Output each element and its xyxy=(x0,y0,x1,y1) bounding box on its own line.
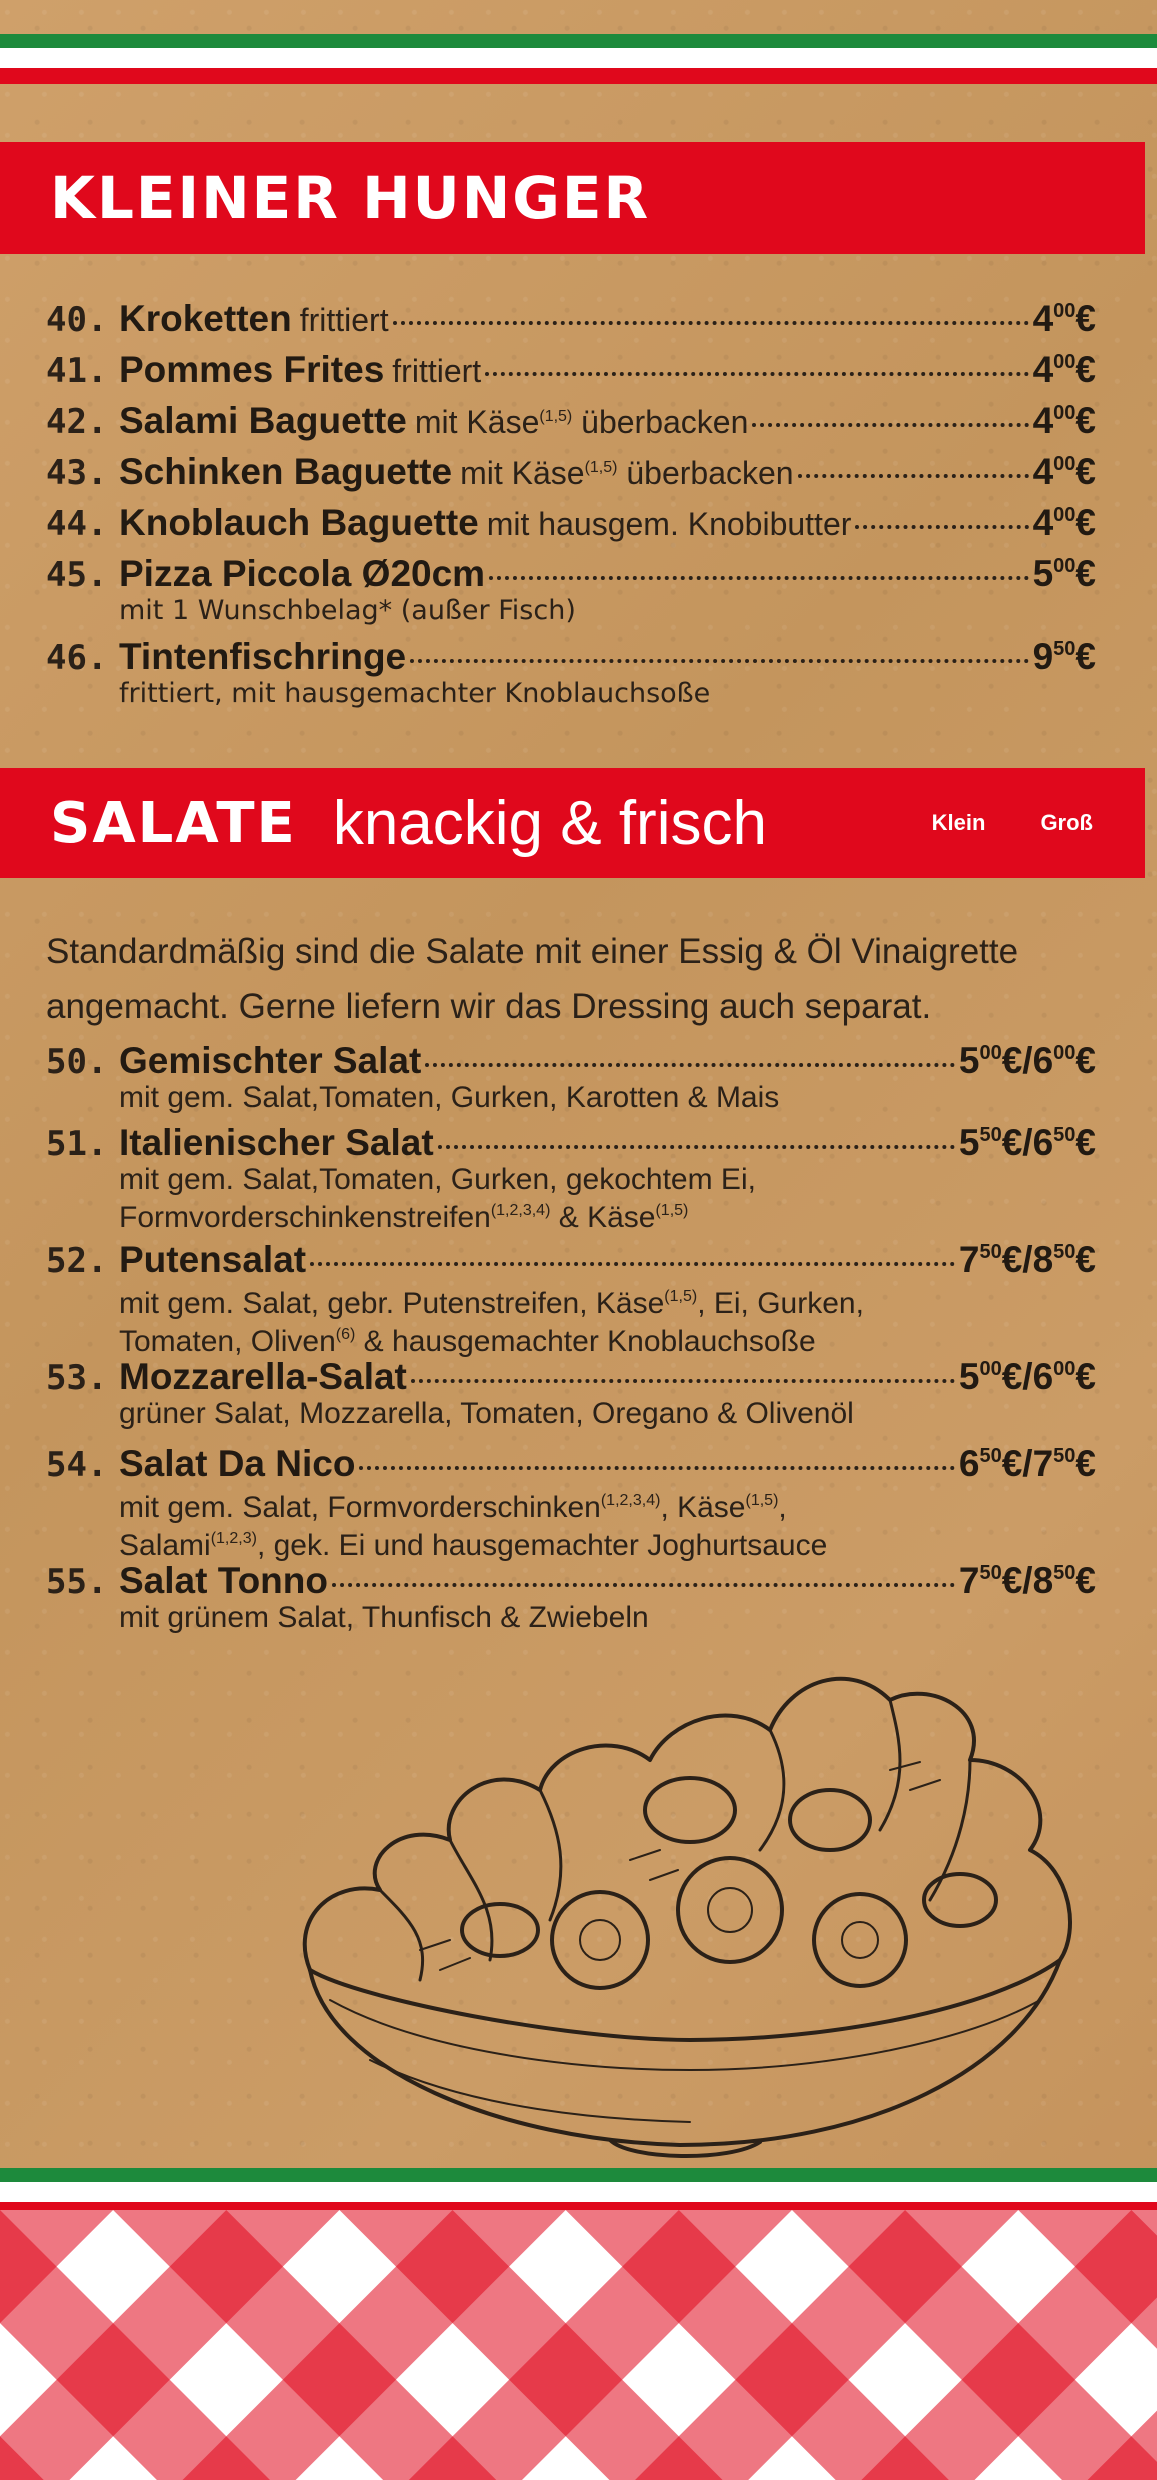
menu-item xyxy=(46,349,1096,400)
item-description: Tomaten, Oliven$^{(6)}$ & hausgemachter Knoblauchsoße xyxy=(119,1325,816,1358)
item-price: $4^{00}€$ xyxy=(1032,349,1096,390)
section-header-kleiner-hunger xyxy=(0,142,1145,254)
item-number: 52. xyxy=(46,1241,108,1281)
italian-flag-stripes-top xyxy=(0,0,1157,90)
item-number: 54. xyxy=(46,1445,108,1485)
item-description: Formvorderschinkenstreifen$^{(1,2,3,4)}$ & Käse$^{(1,5)}$ xyxy=(119,1201,689,1234)
item-number: 46. xyxy=(46,638,108,678)
item-description: mit Käse$^{(1,5)}$ überbacken xyxy=(414,404,749,440)
item-description: mit 1 Wunschbelag* (außer Fisch) xyxy=(119,595,576,626)
item-price: $5^{00}€$ xyxy=(1032,553,1096,594)
menu-item xyxy=(46,1560,1096,1642)
item-name: Pizza Piccola Ø20cm xyxy=(119,553,486,594)
item-description: mit gem. Salat,Tomaten, Gurken, gekochtem Ei, xyxy=(119,1163,756,1196)
item-number: 40. xyxy=(46,300,108,340)
item-name: Kroketten xyxy=(119,298,292,339)
item-description: grüner Salat, Mozzarella, Tomaten, Oregano & Olivenöl xyxy=(119,1397,854,1430)
item-price: $5^{00}€/6^{00}€$ xyxy=(958,1356,1096,1397)
leader-dots xyxy=(411,1379,955,1383)
menu-item xyxy=(46,636,1096,719)
item-price: $6^{50}€/7^{50}€$ xyxy=(958,1443,1096,1484)
leader-dots xyxy=(359,1466,954,1470)
item-price: $5^{50}€/6^{50}€$ xyxy=(958,1122,1096,1163)
leader-dots xyxy=(438,1145,955,1149)
section-header-salate xyxy=(0,768,1145,878)
item-name: Italienischer Salat xyxy=(119,1122,434,1163)
menu-item xyxy=(46,553,1096,636)
item-name: Salat Tonno xyxy=(119,1560,328,1601)
item-number: 44. xyxy=(46,504,108,544)
item-price: $4^{00}€$ xyxy=(1032,451,1096,492)
salate-intro xyxy=(46,924,1106,1034)
leader-dots xyxy=(855,525,1028,529)
kleiner-hunger-list xyxy=(46,298,1096,719)
menu-item xyxy=(46,298,1096,349)
item-description: mit gem. Salat, gebr. Putenstreifen, Käse$^{(1,5)}$, Ei, Gurken, xyxy=(119,1287,864,1320)
item-number: 53. xyxy=(46,1358,108,1398)
menu-item xyxy=(46,1443,1096,1560)
checkered-tablecloth xyxy=(0,2210,1157,2480)
item-price: $4^{00}€$ xyxy=(1032,400,1096,441)
menu-item xyxy=(46,1239,1096,1356)
leader-dots xyxy=(485,372,1028,376)
leader-dots xyxy=(798,474,1029,478)
italian-flag-stripes-bottom xyxy=(0,2168,1157,2216)
menu-item xyxy=(46,451,1096,502)
item-number: 45. xyxy=(46,555,108,595)
item-price: $5^{00}€/6^{00}€$ xyxy=(958,1040,1096,1081)
leader-dots xyxy=(752,423,1028,427)
intro-line: Standardmäßig sind die Salate mit einer Essig & Öl Vinaigrette xyxy=(46,932,1019,971)
menu-item xyxy=(46,502,1096,553)
item-name: Knoblauch Baguette xyxy=(119,502,479,543)
section-title: SALATE xyxy=(50,790,297,856)
item-description: frittiert xyxy=(299,302,389,338)
item-name: Salat Da Nico xyxy=(119,1443,356,1484)
leader-dots xyxy=(425,1063,955,1067)
size-large-label: Groß xyxy=(1040,810,1093,835)
item-number: 42. xyxy=(46,402,108,442)
item-number: 43. xyxy=(46,453,108,493)
item-name: Tintenfischringe xyxy=(119,636,407,677)
item-name: Mozzarella-Salat xyxy=(119,1356,407,1397)
item-number: 41. xyxy=(46,351,108,391)
item-price: $7^{50}€/8^{50}€$ xyxy=(958,1239,1096,1280)
item-description: mit hausgem. Knobibutter xyxy=(486,506,852,542)
salad-bowl-illustration xyxy=(270,1640,1100,2180)
menu-item xyxy=(46,1356,1096,1443)
section-subtitle: knackig & frisch xyxy=(332,788,767,858)
leader-dots xyxy=(393,321,1029,325)
item-description: mit Käse$^{(1,5)}$ überbacken xyxy=(460,455,794,491)
item-price: $4^{00}€$ xyxy=(1032,502,1096,543)
leader-dots xyxy=(489,576,1029,580)
leader-dots xyxy=(332,1583,955,1587)
menu-item xyxy=(46,400,1096,451)
intro-line: angemacht. Gerne liefern wir das Dressing auch separat. xyxy=(46,987,932,1026)
salate-list xyxy=(46,1040,1096,1642)
leader-dots xyxy=(410,659,1028,663)
item-description: mit gem. Salat,Tomaten, Gurken, Karotten & Mais xyxy=(119,1081,780,1114)
item-description: mit grünem Salat, Thunfisch & Zwiebeln xyxy=(119,1601,649,1634)
item-name: Pommes Frites xyxy=(119,349,385,390)
item-name: Putensalat xyxy=(119,1239,307,1280)
item-price: $4^{00}€$ xyxy=(1032,298,1096,339)
size-small-label: Klein xyxy=(931,810,986,835)
menu-item xyxy=(46,1122,1096,1239)
item-number: 55. xyxy=(46,1562,108,1602)
leader-dots xyxy=(310,1262,955,1266)
item-description: frittiert, mit hausgemachter Knoblauchsoße xyxy=(119,678,711,709)
section-title: KLEINER HUNGER xyxy=(50,164,651,232)
item-description: Salami$^{(1,2,3)}$, gek. Ei und hausgemachter Joghurtsauce xyxy=(119,1529,828,1562)
menu-item xyxy=(46,1040,1096,1122)
size-labels xyxy=(932,810,1093,836)
item-price: $7^{50}€/8^{50}€$ xyxy=(958,1560,1096,1601)
item-number: 50. xyxy=(46,1042,108,1082)
item-name: Gemischter Salat xyxy=(119,1040,422,1081)
item-description: frittiert xyxy=(392,353,482,389)
item-number: 51. xyxy=(46,1124,108,1164)
item-price: $9^{50}€$ xyxy=(1032,636,1096,677)
item-name: Salami Baguette xyxy=(119,400,407,441)
item-description: mit gem. Salat, Formvorderschinken$^{(1,2,3,4)}$, Käse$^{(1,5)}$, xyxy=(119,1491,787,1524)
item-name: Schinken Baguette xyxy=(119,451,453,492)
